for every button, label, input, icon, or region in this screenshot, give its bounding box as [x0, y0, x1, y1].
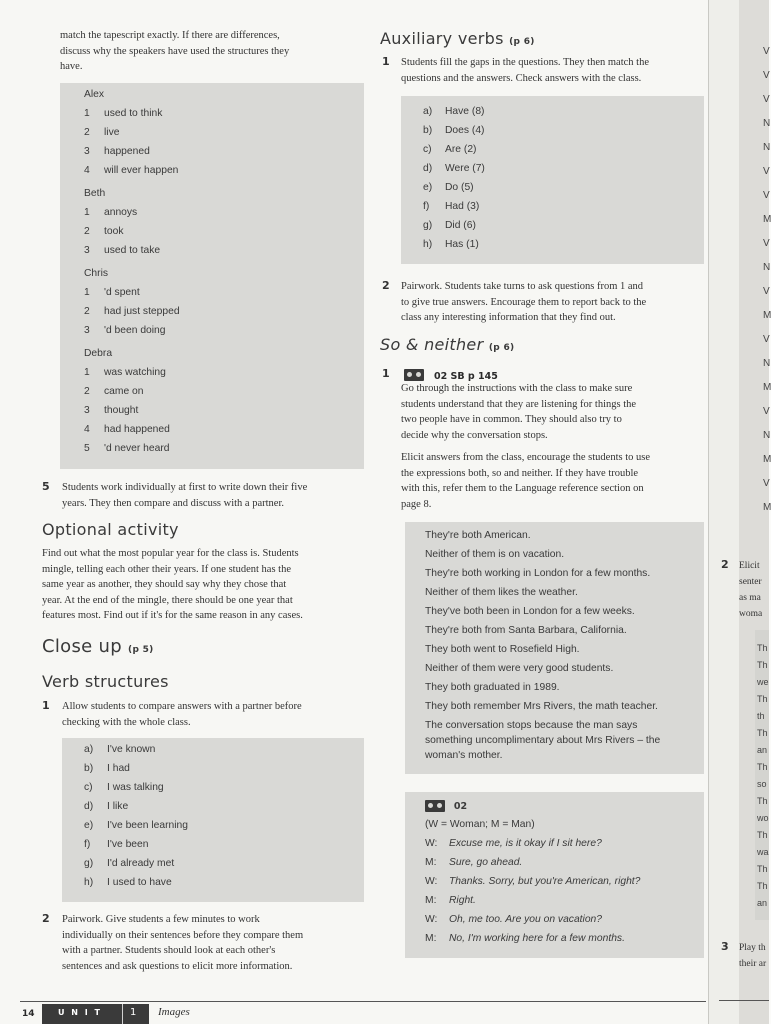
answer-letter: c)	[423, 144, 432, 155]
tapescript-answer-box	[60, 83, 364, 469]
answer-letter: a)	[423, 106, 433, 117]
item-num: 2	[84, 386, 90, 397]
answer-line: Neither of them likes the weather.	[425, 587, 578, 598]
margin-letters: V V V N N V V M V N V M V N M V N M V M	[763, 46, 771, 513]
item-number: 1	[42, 699, 50, 712]
item-num: 2	[84, 127, 90, 138]
auxiliary-verbs-heading: Auxiliary verbs (p 6)	[380, 29, 535, 48]
answer-line: The conversation stops because the man says	[425, 720, 638, 731]
group-name: Alex	[84, 89, 105, 100]
close-up-heading: Close up (p 5)	[42, 636, 154, 657]
group-name: Beth	[84, 188, 106, 199]
next-page-footer-rule	[719, 1000, 769, 1001]
item-text: 'd been doing	[104, 325, 166, 336]
item-num: 3	[84, 325, 90, 336]
speaker: W:	[425, 876, 438, 887]
item-number: 2	[42, 912, 50, 925]
item-number: 2	[382, 279, 390, 292]
next-box-text: Th Th we Th th Th an Th so Th wo Th wa Th Th an	[757, 643, 769, 908]
answer-text: I'd already met	[107, 858, 175, 869]
speaker: M:	[425, 895, 437, 906]
optional-activity-heading: Optional activity	[42, 520, 179, 539]
answer-text: I've been	[107, 839, 149, 850]
answer-text: I was talking	[107, 782, 164, 793]
answer-line: They're both working in London for a few months.	[425, 568, 651, 579]
item-num: 1	[84, 287, 90, 298]
cassette-icon	[404, 369, 424, 381]
answer-text: Has (1)	[445, 239, 479, 250]
item-num: 5	[84, 443, 90, 454]
item-text: will ever happen	[104, 165, 179, 176]
cassette-icon	[425, 800, 445, 812]
item-text: live	[104, 127, 120, 138]
answer-line: something uncomplimentary about Mrs Rivers – the	[425, 735, 661, 746]
item-number: 1	[382, 367, 390, 380]
answer-text: Were (7)	[445, 163, 485, 174]
answer-text: I've been learning	[107, 820, 188, 831]
answer-letter: g)	[84, 858, 94, 869]
auxiliary-verbs-item1: Students fill the gaps in the questions. They then match the questions and the answers. Check answers with the class.	[401, 57, 649, 84]
verb-structures-item1: Allow students to compare answers with a partner before checking with the whole class.	[62, 701, 302, 728]
answer-line: They're both from Santa Barbara, California.	[425, 625, 627, 636]
item-text: thought	[104, 405, 139, 416]
answer-text: Do (5)	[445, 182, 474, 193]
item-num: 1	[84, 108, 90, 119]
answer-letter: e)	[423, 182, 433, 193]
verb-structures-answer-box	[62, 738, 364, 902]
answer-text: Are (2)	[445, 144, 477, 155]
item-text: was watching	[104, 367, 166, 378]
answer-letter: h)	[423, 239, 433, 250]
speech: Sure, go ahead.	[449, 857, 523, 868]
so-neither-para2: Elicit answers from the class, encourage the students to use the expressions both, so and neither. If they have trouble with this, refer them to the Language reference section on page 8.	[401, 452, 651, 510]
item-text: had just stepped	[104, 306, 180, 317]
so-neither-answer-box	[405, 522, 704, 774]
answer-letter: c)	[84, 782, 93, 793]
group-name: Chris	[84, 268, 109, 279]
answer-line: Neither of them were very good students.	[425, 663, 614, 674]
answer-text: Did (6)	[445, 220, 476, 231]
item5-text: Students work individually at first to write down their five years. They then compare and discuss with a partner.	[62, 482, 308, 509]
answer-text: I used to have	[107, 877, 172, 888]
unit-tab	[42, 1004, 149, 1024]
next-item3-text: Play th their ar	[739, 943, 767, 969]
answer-text: I like	[107, 801, 129, 812]
auxiliary-verbs-answer-box	[401, 96, 704, 264]
audio-track-label: 02 SB p 145	[404, 366, 498, 384]
item-num: 4	[84, 424, 90, 435]
tapescript-track: 02	[425, 800, 467, 812]
speaker: W:	[425, 914, 438, 925]
unit-label: U N I T	[58, 1008, 102, 1017]
item-num: 2	[84, 226, 90, 237]
speech: Thanks. Sorry, but you're American, right?	[449, 876, 641, 887]
unit-number: 1	[130, 1007, 137, 1018]
item-text: annoys	[104, 207, 138, 218]
speaker: W:	[425, 838, 438, 849]
answer-text: Have (8)	[445, 106, 485, 117]
speech: Oh, me too. Are you on vacation?	[449, 914, 603, 925]
item-number: 2	[721, 558, 729, 571]
answer-letter: b)	[84, 763, 94, 774]
answer-text: Had (3)	[445, 201, 480, 212]
item-text: came on	[104, 386, 144, 397]
item-num: 4	[84, 165, 90, 176]
item-num: 3	[84, 146, 90, 157]
answer-line: They both graduated in 1989.	[425, 682, 560, 693]
item-num: 1	[84, 207, 90, 218]
speech: No, I'm working here for a few months.	[449, 933, 625, 944]
answer-line: Neither of them is on vacation.	[425, 549, 565, 560]
item-number: 3	[721, 940, 729, 953]
group-name: Debra	[84, 348, 113, 359]
speaker: M:	[425, 857, 437, 868]
answer-line: They both remember Mrs Rivers, the math teacher.	[425, 701, 658, 712]
item-num: 3	[84, 405, 90, 416]
item-text: 'd spent	[104, 287, 140, 298]
intro-text: match the tapescript exactly. If there are differences, discuss why the speakers have used the structures they have.	[60, 30, 290, 72]
speaker-key: (W = Woman; M = Man)	[425, 819, 535, 830]
next-item2-text: Elicit senter as ma woma	[739, 561, 763, 619]
tapescript-box	[405, 792, 704, 958]
answer-letter: h)	[84, 877, 94, 888]
so-neither-heading: So & neither (p 6)	[380, 335, 515, 354]
item-text: happened	[104, 146, 150, 157]
answer-line: They've both been in London for a few weeks.	[425, 606, 635, 617]
so-neither-para1: Go through the instructions with the class to make sure students understand that they are listening for things the two people have in common. They should also try to decide why the conversation stops.	[401, 383, 637, 441]
answer-letter: a)	[84, 744, 94, 755]
item-text: had happened	[104, 424, 170, 435]
speech: Excuse me, is it okay if I sit here?	[449, 838, 602, 849]
verb-structures-heading: Verb structures	[42, 672, 169, 691]
speaker: M:	[425, 933, 437, 944]
item-num: 1	[84, 367, 90, 378]
answer-text: I had	[107, 763, 130, 774]
item-text: used to think	[104, 108, 163, 119]
item-number: 5	[42, 480, 50, 493]
verb-structures-item2: Pairwork. Give students a few minutes to work individually on their sentences before they compare them with a partner. Students should look at each other's sentences and ask questions to elicit more information.	[62, 914, 304, 972]
answer-letter: d)	[84, 801, 94, 812]
item-number: 1	[382, 55, 390, 68]
item-text: took	[104, 226, 124, 237]
answer-letter: g)	[423, 220, 433, 231]
page-number: 14	[22, 1009, 35, 1019]
item-num: 3	[84, 245, 90, 256]
speech: Right.	[449, 895, 476, 906]
item-text: used to take	[104, 245, 161, 256]
answer-text: I've known	[107, 744, 156, 755]
item-text: 'd never heard	[104, 443, 170, 454]
answer-text: Does (4)	[445, 125, 485, 136]
answer-letter: b)	[423, 125, 433, 136]
item-num: 2	[84, 306, 90, 317]
next-page-edge	[708, 0, 769, 1024]
answer-letter: e)	[84, 820, 94, 831]
footer-rule	[20, 1001, 706, 1002]
answer-line: They're both American.	[425, 530, 531, 541]
answer-letter: f)	[423, 201, 430, 212]
answer-line: woman's mother.	[425, 750, 503, 761]
answer-letter: d)	[423, 163, 433, 174]
answer-line: They both went to Rosefield High.	[425, 644, 580, 655]
answer-letter: f)	[84, 839, 91, 850]
auxiliary-verbs-item2: Pairwork. Students take turns to ask questions from 1 and to give true answers. Encourage them to report back to the class any interesting information that they find out.	[401, 281, 647, 323]
unit-title: Images	[158, 1006, 190, 1018]
optional-activity-text: Find out what the most popular year for the class is. Students mingle, telling each other their years. If one student has the same year as another, they should say why they chose that year. At the end of the mingle, there should be one year that features most. Find out if it's for the same reason in any cases.	[42, 548, 303, 621]
